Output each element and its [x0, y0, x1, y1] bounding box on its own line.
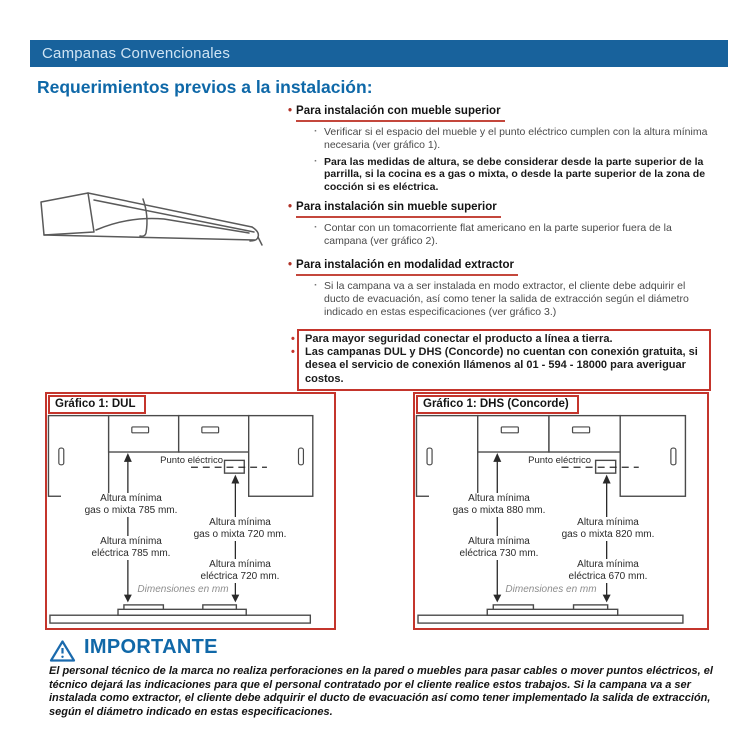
bullet-icon	[291, 333, 295, 346]
section-heading: • Para instalación sin mueble superior	[288, 200, 724, 218]
section-bullet: · Para las medidas de altura, se debe considerar desde la parte superior de la parrilla, si la cocina es a gas o mixta, o desde la parte superior de la zona de cocción si es eléctrica.	[288, 156, 724, 194]
section-bullet: · Contar con un tomacorriente flat americano en la parte superior fuera de la campana (ver gráfico 2).	[288, 222, 724, 248]
section-sin-mueble-superior	[288, 200, 724, 248]
page-title: Requerimientos previos a la instalación:	[37, 77, 373, 97]
dimensions-note: Dimensiones en mm	[505, 584, 597, 595]
section-con-mueble-superior	[288, 104, 724, 194]
warning-item: • Las campanas DUL y DHS (Concorde) no cuentan con conexión gratuita, si desea el servicio de conexión llámenos al 01 - 594 - 18000 para averiguar costos.	[305, 346, 704, 386]
measure-label-electric-left: Altura mínima eléctrica 785 mm.	[61, 536, 201, 560]
measure-label-gas-left: Altura mínima gas o mixta 785 mm.	[61, 493, 201, 517]
measure-label-electric-right: Altura mínima eléctrica 670 mm.	[536, 559, 680, 583]
measure-label-gas-right: Altura mínima gas o mixta 720 mm.	[168, 517, 312, 541]
punto-electrico-label: Punto eléctrico	[160, 455, 223, 466]
measure-label-gas-left: Altura mínima gas o mixta 880 mm.	[429, 493, 569, 517]
page-header-bar	[30, 40, 728, 67]
bullet-icon	[288, 259, 292, 271]
section-heading: • Para instalación con mueble superior	[288, 104, 724, 122]
safety-warning-box	[297, 329, 711, 391]
section-bullet: · Si la campana va a ser instalada en modo extractor, el cliente debe adquirir el ducto de evacuación, así como tener la salida de extracción según el diámetro indicado en estas especificaciones (ver gráfico 3.)	[288, 280, 724, 318]
diagram-dul	[45, 392, 336, 630]
bullet-icon	[291, 346, 295, 359]
diagram-dhs-concorde	[413, 392, 709, 630]
warning-triangle-icon	[49, 639, 76, 663]
warning-item: • Para mayor seguridad conectar el producto a línea a tierra.	[305, 333, 704, 346]
measure-label-gas-right: Altura mínima gas o mixta 820 mm.	[536, 517, 680, 541]
section-modalidad-extractor	[288, 258, 724, 318]
bullet-icon	[288, 105, 292, 117]
header-title: Campanas Convencionales	[42, 45, 231, 62]
measure-label-electric-right: Altura mínima eléctrica 720 mm.	[168, 559, 312, 583]
measure-label-electric-left: Altura mínima eléctrica 730 mm.	[429, 536, 569, 560]
punto-electrico-label: Punto eléctrico	[528, 455, 591, 466]
section-heading: • Para instalación en modalidad extractor	[288, 258, 724, 276]
dimensions-note: Dimensiones en mm	[137, 584, 229, 595]
importante-title: IMPORTANTE	[84, 636, 218, 658]
section-bullet: · Verificar si el espacio del mueble y el punto eléctrico cumplen con la altura mínima necesaria (ver gráfico 1).	[288, 126, 724, 152]
hood-illustration-icon	[36, 191, 264, 251]
importante-paragraph: El personal técnico de la marca no realiza perforaciones en la pared o muebles para pasar cables o mover puntos eléctricos, el técnico dejará las indicaciones para que el personal contratado por el cliente realice estos trabajos. Si la campana va a ser instalada como extractor, el cliente debe adquirir el ducto de evacuación así como tener implementado la salida de extracción, según el diámetro indicado en estas especificaciones.	[49, 665, 713, 718]
bullet-icon	[288, 201, 292, 213]
diagram-title: Gráfico 1: DHS (Concorde)	[416, 395, 579, 414]
diagram-title: Gráfico 1: DUL	[48, 395, 146, 414]
